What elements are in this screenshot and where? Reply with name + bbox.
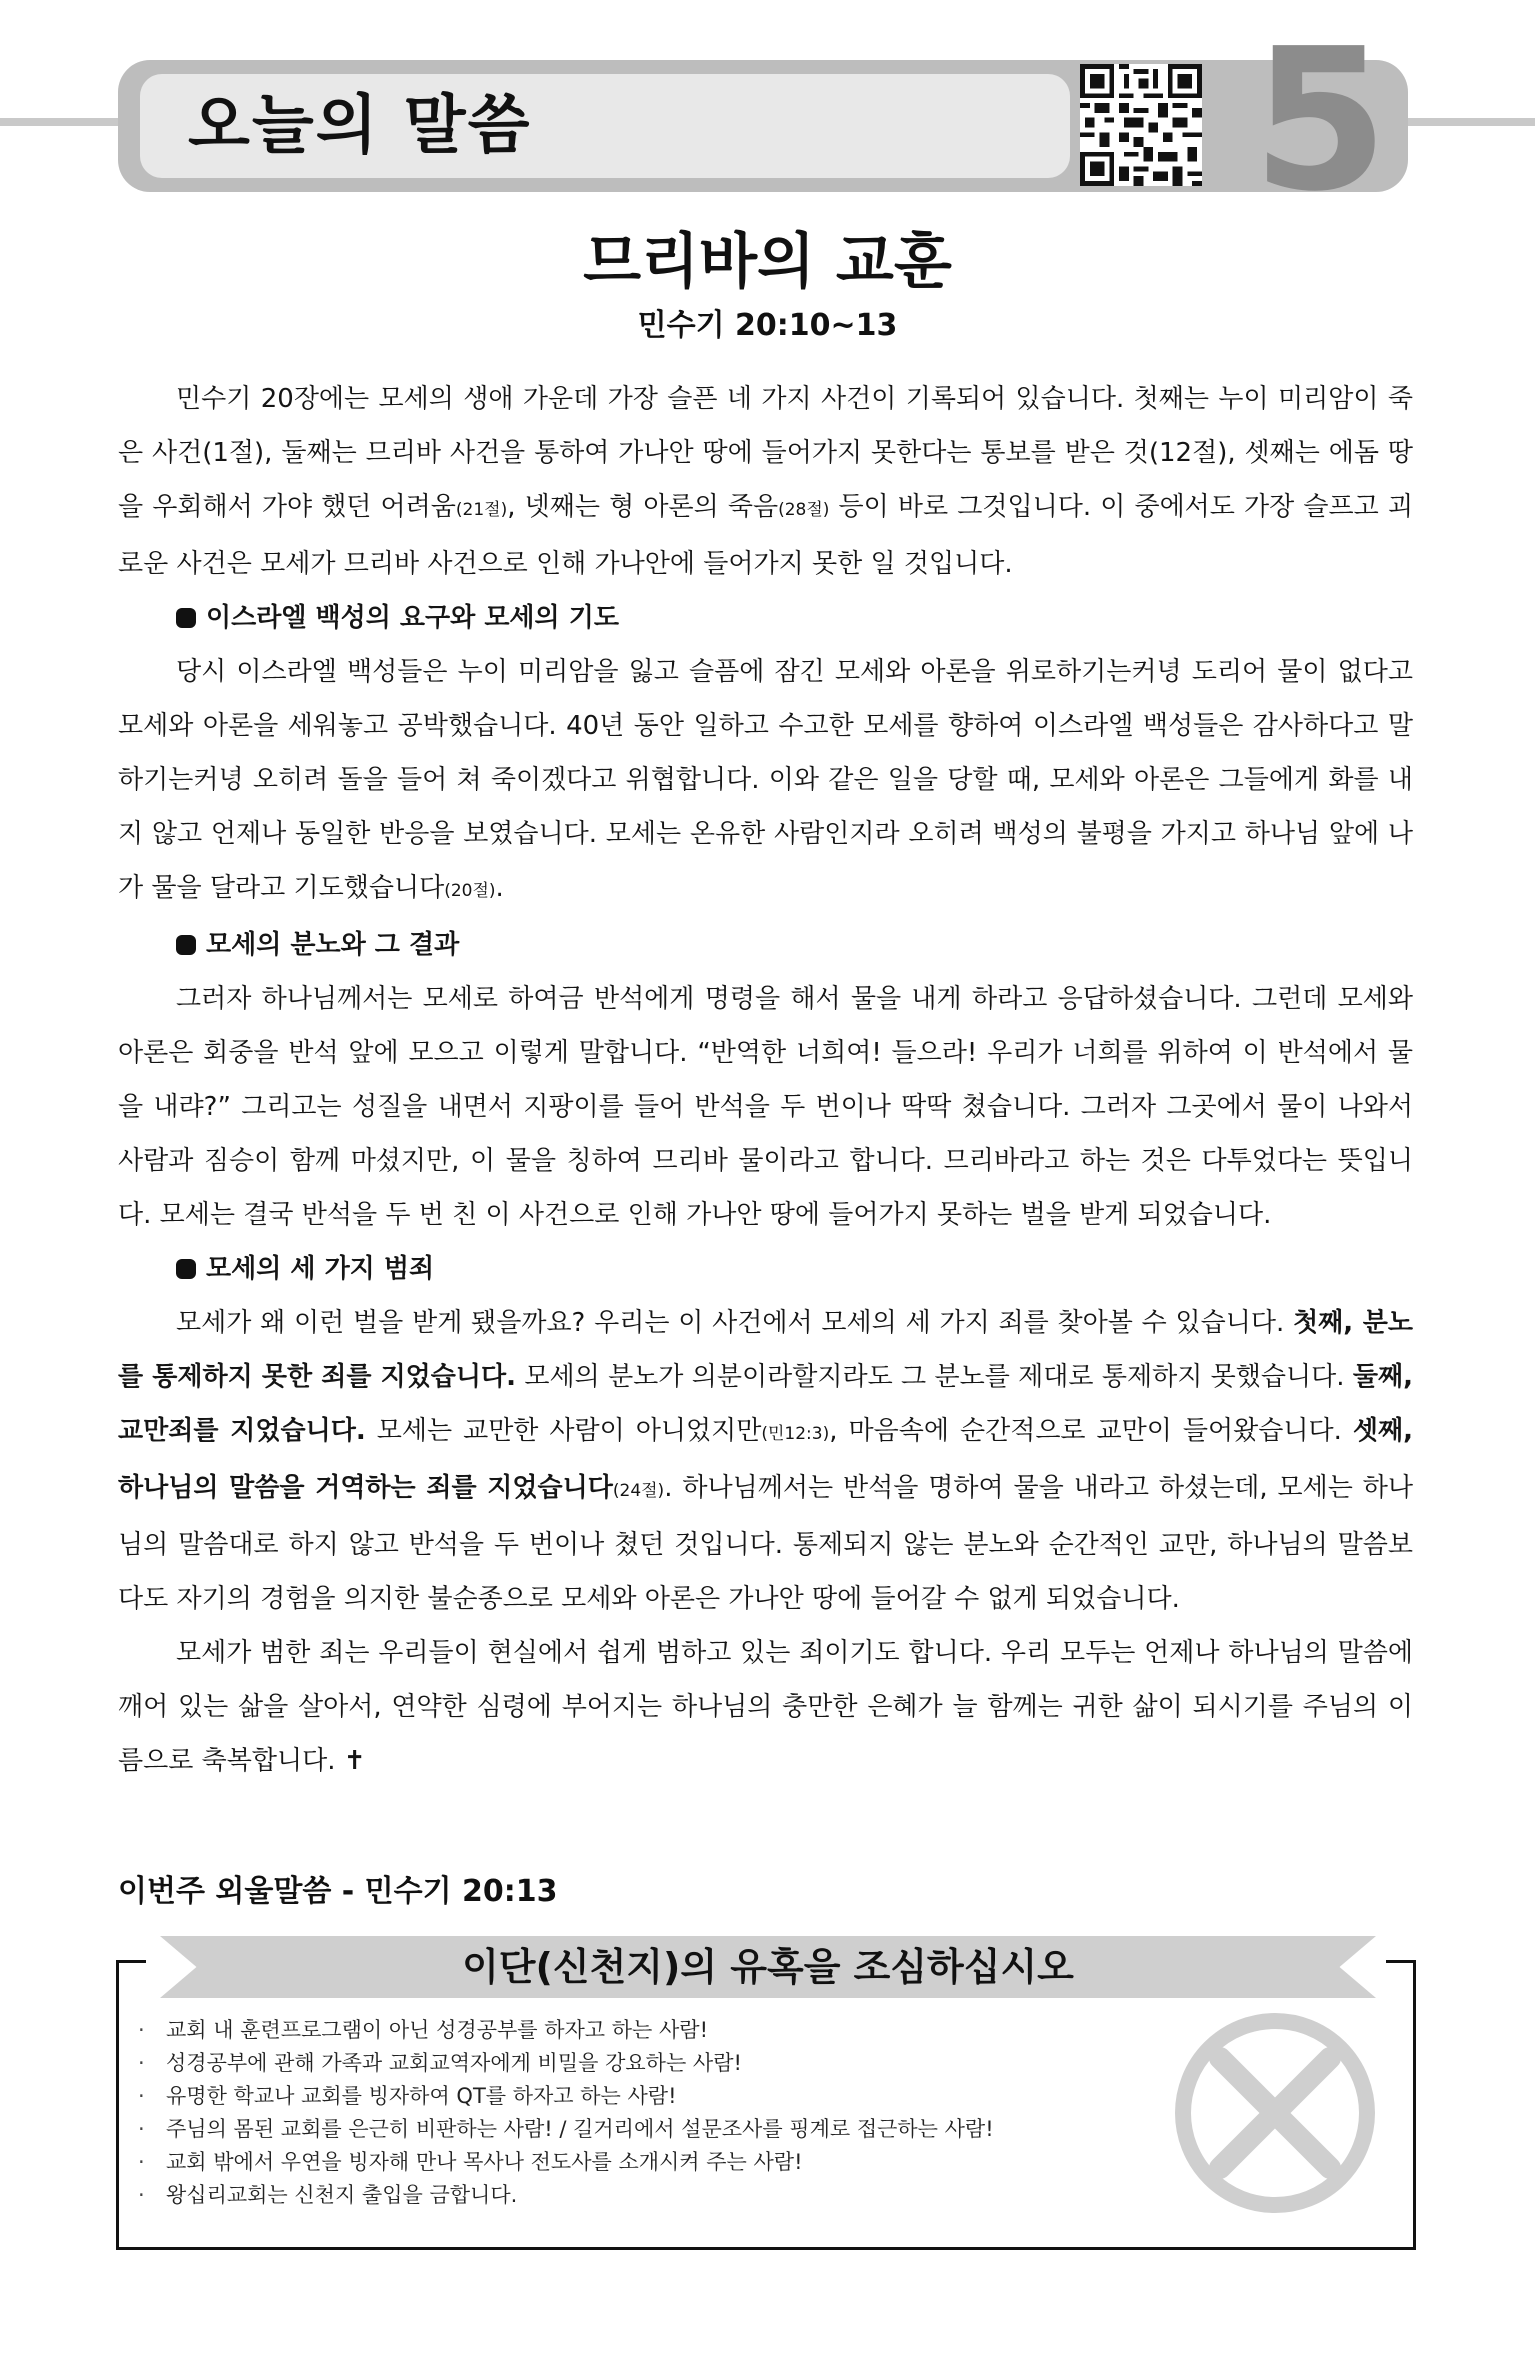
paragraph-4: 모세가 왜 이런 벌을 받게 됐을까요? 우리는 이 사건에서 모세의 세 가지 죄를 찾아볼 수 있습니다. 첫째, 분노를 통제하지 못한 죄를 지었습니다. 모세의 분노가 의분이라할지라도 그 분노를 제대로 통제하지 못했습니다. 둘째, 교만죄를 지었습니다. 모세는 교만한 사람이 아니었지만(민12:3), 마음속에 순간적으로 교만이 들어왔습니다. 셋째, 하나님의 말씀을 거역하는 죄를 지었습니다(24절). 하나님께서는 반석을 명하여 물을 내라고 하셨는데, 모세는 하나님의 말씀대로 하지 않고 반석을 두 번이나 쳤던 것입니다. 통제되지 않는 분노와 순간적인 교만, 하나님의 말씀보다도 자기의 경험을 의지한 불순종으로 모세와 아론은 가나안 땅에 들어갈 수 없게 되었습니다. — [118, 1308, 1414, 1614]
page-title: 오늘의 말씀 — [188, 89, 532, 163]
subheading-2: 모세의 분노와 그 결과 — [118, 918, 1413, 972]
list-item: · 주님의 몸된 교회를 은근히 비판하는 사람! / 길거리에서 설문조사를 핑계로 접근하는 사람! — [138, 2113, 994, 2146]
paragraph-2: 당시 이스라엘 백성들은 누이 미리암을 잃고 슬픔에 잠긴 모세와 아론을 위로하기는커녕 도리어 물이 없다고 모세와 아론을 세워놓고 공박했습니다. 40년 동안 일하고 수고한 모세를 향하여 이스라엘 백성들은 감사하다고 말하기는커녕 오히려 돌을 들어 쳐 죽이겠다고 위협합니다. 이와 같은 일을 당할 때, 모세와 아론은 그들에게 화를 내지 않고 언제나 동일한 반응을 보였습니다. 모세는 온유한 사람인지라 오히려 백성의 불평을 가지고 하나님 앞에 나가 물을 달라고 기도했습니다(20절). — [118, 657, 1413, 903]
list-item: · 성경공부에 관해 가족과 교회교역자에게 비밀을 강요하는 사람! — [138, 2047, 994, 2080]
list-item: · 교회 밖에서 우연을 빙자해 만나 목사나 전도사를 소개시켜 주는 사람! — [138, 2146, 994, 2179]
bullet-icon — [176, 935, 196, 955]
x-circle-icon — [1170, 2008, 1380, 2218]
warning-list — [138, 2014, 994, 2212]
warning-title: 이단(신천지)의 유혹을 조심하십시오 — [462, 1945, 1074, 1989]
sermon-body — [118, 372, 1413, 1788]
list-item: · 유명한 학교나 교회를 빙자하여 QT를 하자고 하는 사람! — [138, 2080, 994, 2113]
scripture-reference: 민수기 20:10~13 — [637, 308, 898, 343]
memory-verse: 이번주 외울말씀 - 민수기 20:13 — [118, 1874, 558, 1909]
bullet-icon — [176, 608, 196, 628]
bullet-icon — [176, 1259, 196, 1279]
list-item: · 왕십리교회는 신천지 출입을 금합니다. — [138, 2179, 994, 2212]
paragraph-3: 그러자 하나님께서는 모세로 하여금 반석에게 명령을 해서 물을 내게 하라고 응답하셨습니다. 그런데 모세와 아론은 회중을 반석 앞에 모으고 이렇게 말합니다. “반역한 너희여! 들으라! 우리가 너희를 위하여 이 반석에서 물을 내랴?” 그리고는 성질을 내면서 지팡이를 들어 반석을 두 번이나 딱딱 쳤습니다. 그러자 그곳에서 물이 나와서 사람과 짐승이 함께 마셨지만, 이 물을 칭하여 므리바 물이라고 합니다. 므리바라고 하는 것은 다투었다는 뜻입니다. 모세는 결국 반석을 두 번 친 이 사건으로 인해 가나안 땅에 들어가지 못하는 벌을 받게 되었습니다. — [118, 984, 1413, 1230]
paragraph-5: 모세가 범한 죄는 우리들이 현실에서 쉽게 범하고 있는 죄이기도 합니다. 우리 모두는 언제나 하나님의 말씀에 깨어 있는 삶을 살아서, 연약한 심령에 부어지는 하나님의 충만한 은혜가 늘 함께는 귀한 삶이 되시기를 주님의 이름으로 축복합니다. ✝ — [118, 1638, 1413, 1776]
warning-box-corner — [1386, 1960, 1416, 1963]
paragraph-1: 민수기 20장에는 모세의 생애 가운데 가장 슬픈 네 가지 사건이 기록되어 있습니다. 첫째는 누이 미리암이 죽은 사건(1절), 둘째는 므리바 사건을 통하여 가나안 땅에 들어가지 못한다는 통보를 받은 것(12절), 셋째는 에돔 땅을 우회해서 가야 했던 어려움(21절), 넷째는 형 아론의 죽음(28절) 등이 바로 그것입니다. 이 중에서도 가장 슬프고 괴로운 사건은 모세가 므리바 사건으로 인해 가나안에 들어가지 못한 일 것입니다. — [118, 384, 1413, 579]
subheading-3: 모세의 세 가지 범죄 — [118, 1242, 1413, 1296]
list-item: · 교회 내 훈련프로그램이 아닌 성경공부를 하자고 하는 사람! — [138, 2014, 994, 2047]
subheading-1: 이스라엘 백성의 요구와 모세의 기도 — [118, 591, 1413, 645]
sermon-title: 므리바의 교훈 — [583, 227, 952, 297]
warning-box-corner — [116, 1960, 146, 1963]
page-number: 5 — [1252, 7, 1385, 235]
qr-code-icon[interactable] — [1080, 64, 1202, 186]
